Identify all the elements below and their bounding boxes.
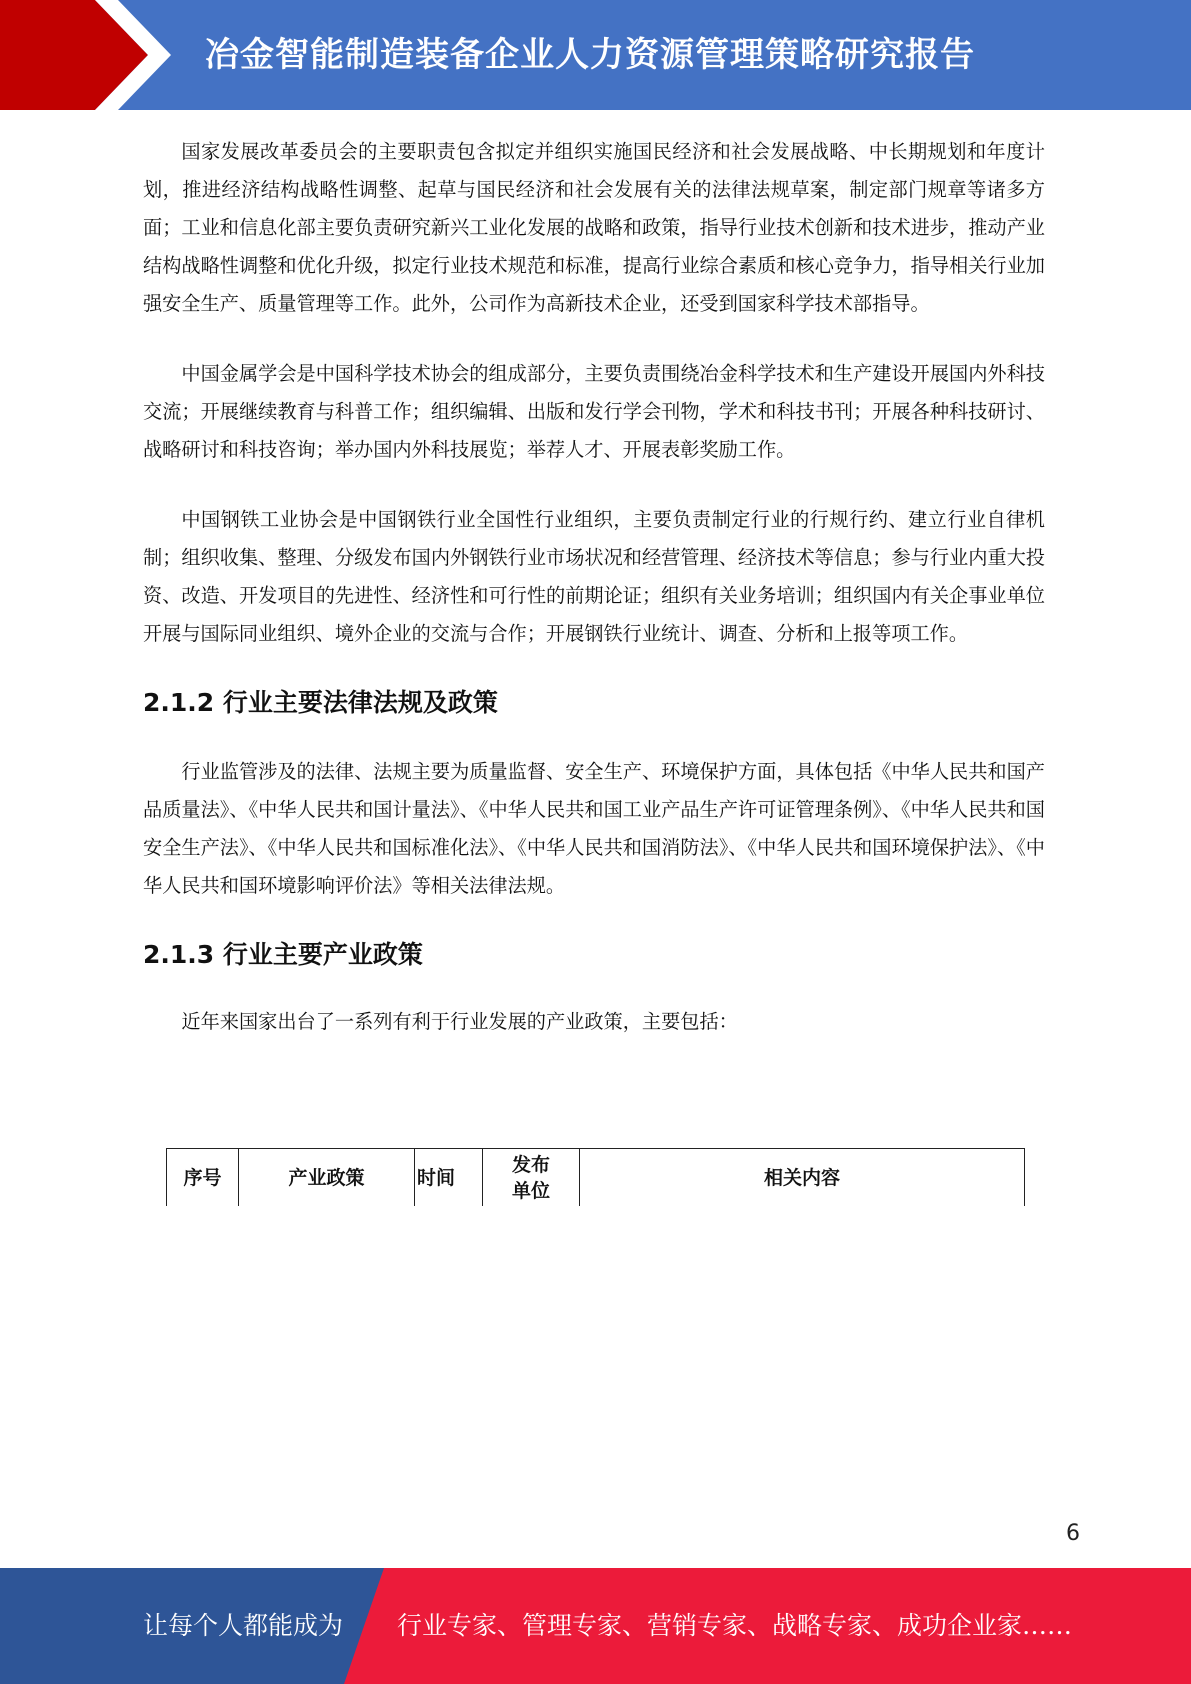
section-heading-2-1-3: 2.1.3 行业主要产业政策 (143, 940, 423, 969)
paragraph-steel-association: 中国钢铁工业协会是中国钢铁行业全国性行业组织，主要负责制定行业的行规行约、建立行业自律机制；组织收集、整理、分级发布国内外钢铁行业市场状况和经营管理、经济技术等信息；参与行业内重大投资、改造、开发项目的先进性、经济性和可行性的前期论证；组织有关业务培训；组织国内有关企事业单位开展与国际同业组织、境外企业的交流与合作；开展钢铁行业统计、调查、分析和上报等项工作。 (143, 508, 1045, 645)
column-header-policy: 产业政策 (239, 1149, 415, 1207)
footer-slogan-right: 行业专家、管理专家、营销专家、战略专家、成功企业家…… (397, 1611, 1073, 1640)
industry-policy-table (166, 1148, 1025, 1206)
report-footer-banner (0, 1568, 1191, 1684)
column-header-content: 相关内容 (580, 1149, 1025, 1207)
column-header-index: 序号 (167, 1149, 239, 1207)
paragraph-ndrc-miit: 国家发展改革委员会的主要职责包含拟定并组织实施国民经济和社会发展战略、中长期规划和年度计划，推进经济结构战略性调整、起草与国民经济和社会发展有关的法律法规草案，制定部门规章等诸多方面；工业和信息化部主要负责研究新兴工业化发展的战略和政策，指导行业技术创新和技术进步，推动产业结构战略性调整和优化升级，拟定行业技术规范和标准，提高行业综合素质和核心竞争力，指导相关行业加强安全生产、质量管理等工作。此外，公司作为高新技术企业，还受到国家科学技术部指导。 (143, 140, 1045, 315)
column-header-issuer-text: 发布单位 (511, 1153, 550, 1202)
column-header-issuer (483, 1149, 580, 1207)
document-body (143, 133, 1045, 1041)
paragraph-laws-regulations: 行业监管涉及的法律、法规主要为质量监督、安全生产、环境保护方面，具体包括《中华人民共和国产品质量法》、《中华人民共和国计量法》、《中华人民共和国工业产品生产许可证管理条例》、《中华人民共和国安全生产法》、《中华人民共和国标准化法》、《中华人民共和国消防法》、《中华人民共和国环境保护法》、《中华人民共和国环境影响评价法》等相关法律法规。 (143, 760, 1045, 897)
footer-slogan-left: 让每个人都能成为 (143, 1611, 344, 1640)
section-heading-2-1-2: 2.1.2 行业主要法律法规及政策 (143, 688, 498, 717)
report-title: 冶金智能制造装备企业人力资源管理策略研究报告 (205, 35, 975, 75)
paragraph-industry-policy-intro: 近年来国家出台了一系列有利于行业发展的产业政策，主要包括： (181, 1010, 738, 1033)
table-header-row (167, 1149, 1025, 1207)
page-number: 6 (1066, 1521, 1080, 1546)
report-header-banner (0, 0, 1191, 110)
paragraph-metals-society: 中国金属学会是中国科学技术协会的组成部分，主要负责围绕冶金科学技术和生产建设开展国内外科技交流；开展继续教育与科普工作；组织编辑、出版和发行学会刊物，学术和科技书刊；开展各种科技研讨、战略研讨和科技咨询；举办国内外科技展览；举荐人才、开展表彰奖励工作。 (143, 362, 1045, 461)
column-header-date: 时间 (415, 1149, 483, 1207)
